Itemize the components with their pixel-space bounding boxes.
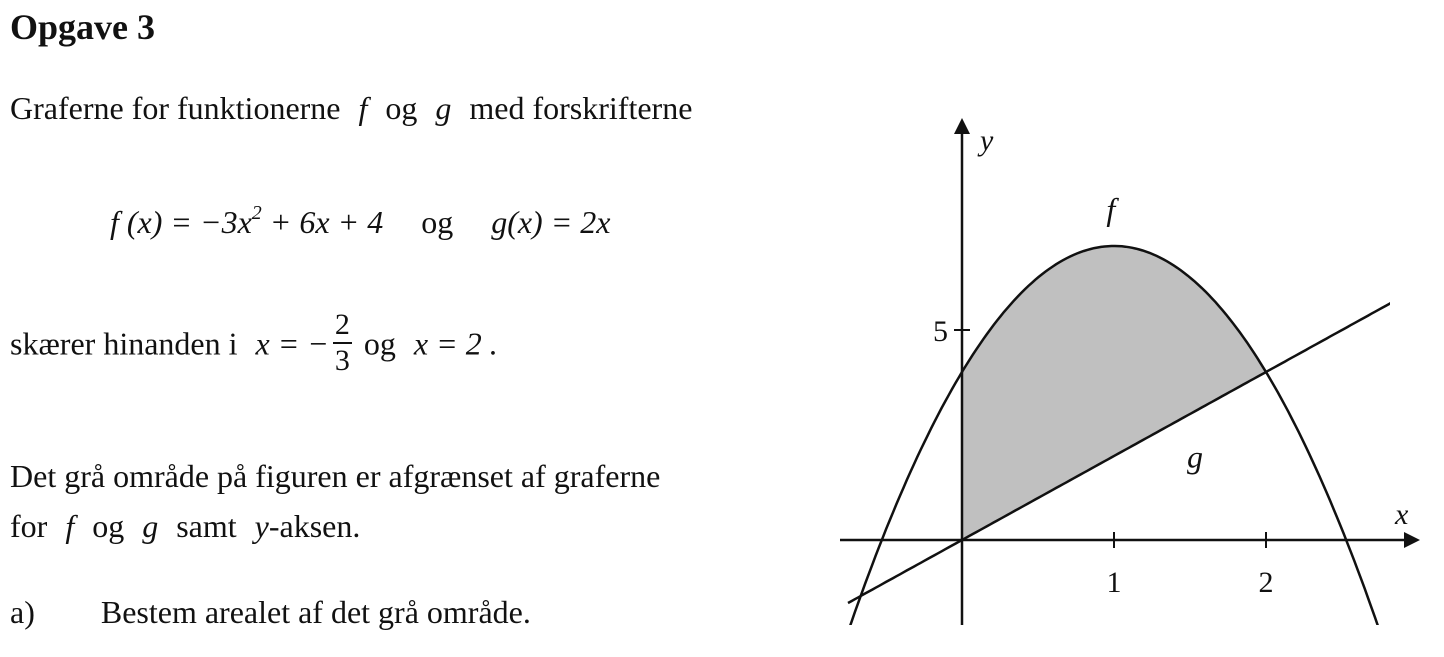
area-f: f bbox=[65, 508, 75, 544]
x-tick-label-2: 2 bbox=[1258, 566, 1274, 599]
g-definition: g(x) = 2x bbox=[491, 204, 611, 240]
y-tick-label-5: 5 bbox=[933, 315, 948, 348]
area-g: g bbox=[142, 508, 159, 544]
intersection-og: og bbox=[363, 325, 396, 362]
x1-lhs: x = − bbox=[255, 325, 329, 362]
area-aksen: -aksen. bbox=[268, 508, 361, 544]
shaded-area bbox=[962, 246, 1266, 540]
question-text: Bestem arealet af det grå område. bbox=[100, 594, 531, 630]
x-axis-label: x bbox=[1395, 498, 1409, 531]
y-axis-arrow-icon bbox=[954, 118, 970, 134]
g-line-label: g bbox=[1186, 438, 1203, 475]
intro-text: Graferne for funktionerne bbox=[10, 90, 341, 126]
area-sentence-line1: Det grå område på figuren er afgrænset af graferne bbox=[10, 458, 661, 494]
task-title: Opgave 3 bbox=[10, 7, 156, 47]
question-a bbox=[10, 594, 531, 631]
fraction bbox=[333, 308, 352, 378]
x-tick-label-1: 1 bbox=[1106, 566, 1122, 599]
intersection-sentence bbox=[10, 308, 498, 382]
x-axis-arrow-icon bbox=[1404, 532, 1420, 548]
intro-sentence bbox=[10, 90, 692, 127]
function-definitions bbox=[110, 204, 611, 241]
definitions-og: og bbox=[421, 204, 454, 240]
f-curve-label: f bbox=[1106, 191, 1116, 227]
intro-after: med forskrifterne bbox=[469, 90, 693, 126]
fraction-numerator: 2 bbox=[333, 308, 352, 344]
area-y: y bbox=[254, 508, 269, 544]
f-exponent: 2 bbox=[251, 202, 262, 224]
question-label: a) bbox=[10, 594, 35, 630]
intro-g: g bbox=[435, 90, 452, 126]
intro-og: og bbox=[385, 90, 418, 126]
f-definition-rhs: + 6x + 4 bbox=[269, 204, 384, 240]
f-definition-lhs: f (x) = −3x bbox=[110, 204, 252, 240]
fraction-denominator: 3 bbox=[334, 344, 350, 377]
area-for: for bbox=[10, 508, 48, 544]
x2-value: x = 2 . bbox=[413, 325, 498, 362]
function-graph bbox=[830, 110, 1430, 630]
area-sentence-line2 bbox=[10, 508, 360, 545]
y-axis-label: y bbox=[980, 124, 994, 157]
intersection-text: skærer hinanden i bbox=[10, 325, 238, 362]
area-og: og bbox=[92, 508, 125, 544]
area-samt: samt bbox=[176, 508, 237, 544]
intro-f: f bbox=[358, 90, 368, 126]
